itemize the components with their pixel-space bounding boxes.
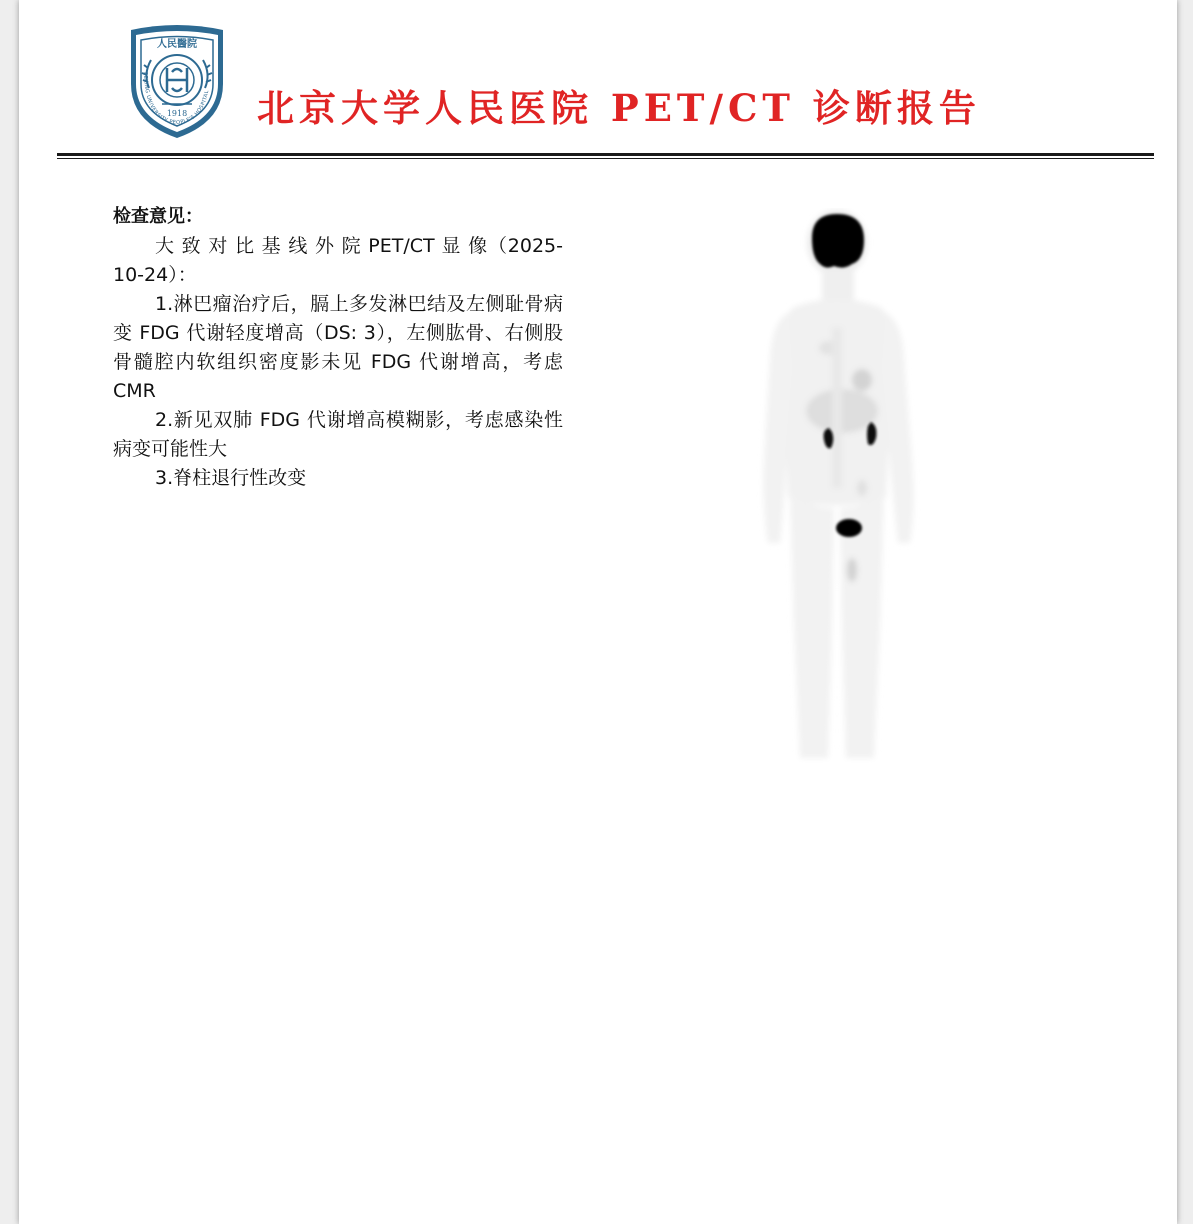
findings-heading: 检查意见： xyxy=(113,206,203,227)
pet-mip-image xyxy=(734,208,954,764)
header-divider xyxy=(57,153,1154,156)
finding-item-3: 3.脊柱退行性改变 xyxy=(155,467,307,489)
report-title: 北京大学人民医院 PET/CT 诊断报告 xyxy=(257,86,981,130)
header-divider-thin xyxy=(57,158,1154,159)
logo-ring-text: PEKING UNIVERSITY PEOPLE'S HOSPITAL xyxy=(142,72,211,127)
report-page xyxy=(19,0,1177,1224)
logo-year: 1918 xyxy=(166,109,188,118)
findings-section xyxy=(113,202,563,493)
finding-item-1: 1.淋巴瘤治疗后，膈上多发淋巴结及左侧耻骨病变 FDG 代谢轻度增高（DS: 3），左侧肱骨、右侧股骨髓腔内软组织密度影未见 FDG 代谢增高，考虑 CMR xyxy=(113,293,563,402)
hospital-logo xyxy=(127,22,227,140)
logo-top-text: 人民醫院 xyxy=(157,39,197,50)
findings-intro: 大 致 对 比 基 线 外 院 PET/CT 显 像（2025-10-24）： xyxy=(113,235,563,286)
finding-item-2: 2.新见双肺 FDG 代谢增高模糊影，考虑感染性病变可能性大 xyxy=(113,409,563,460)
